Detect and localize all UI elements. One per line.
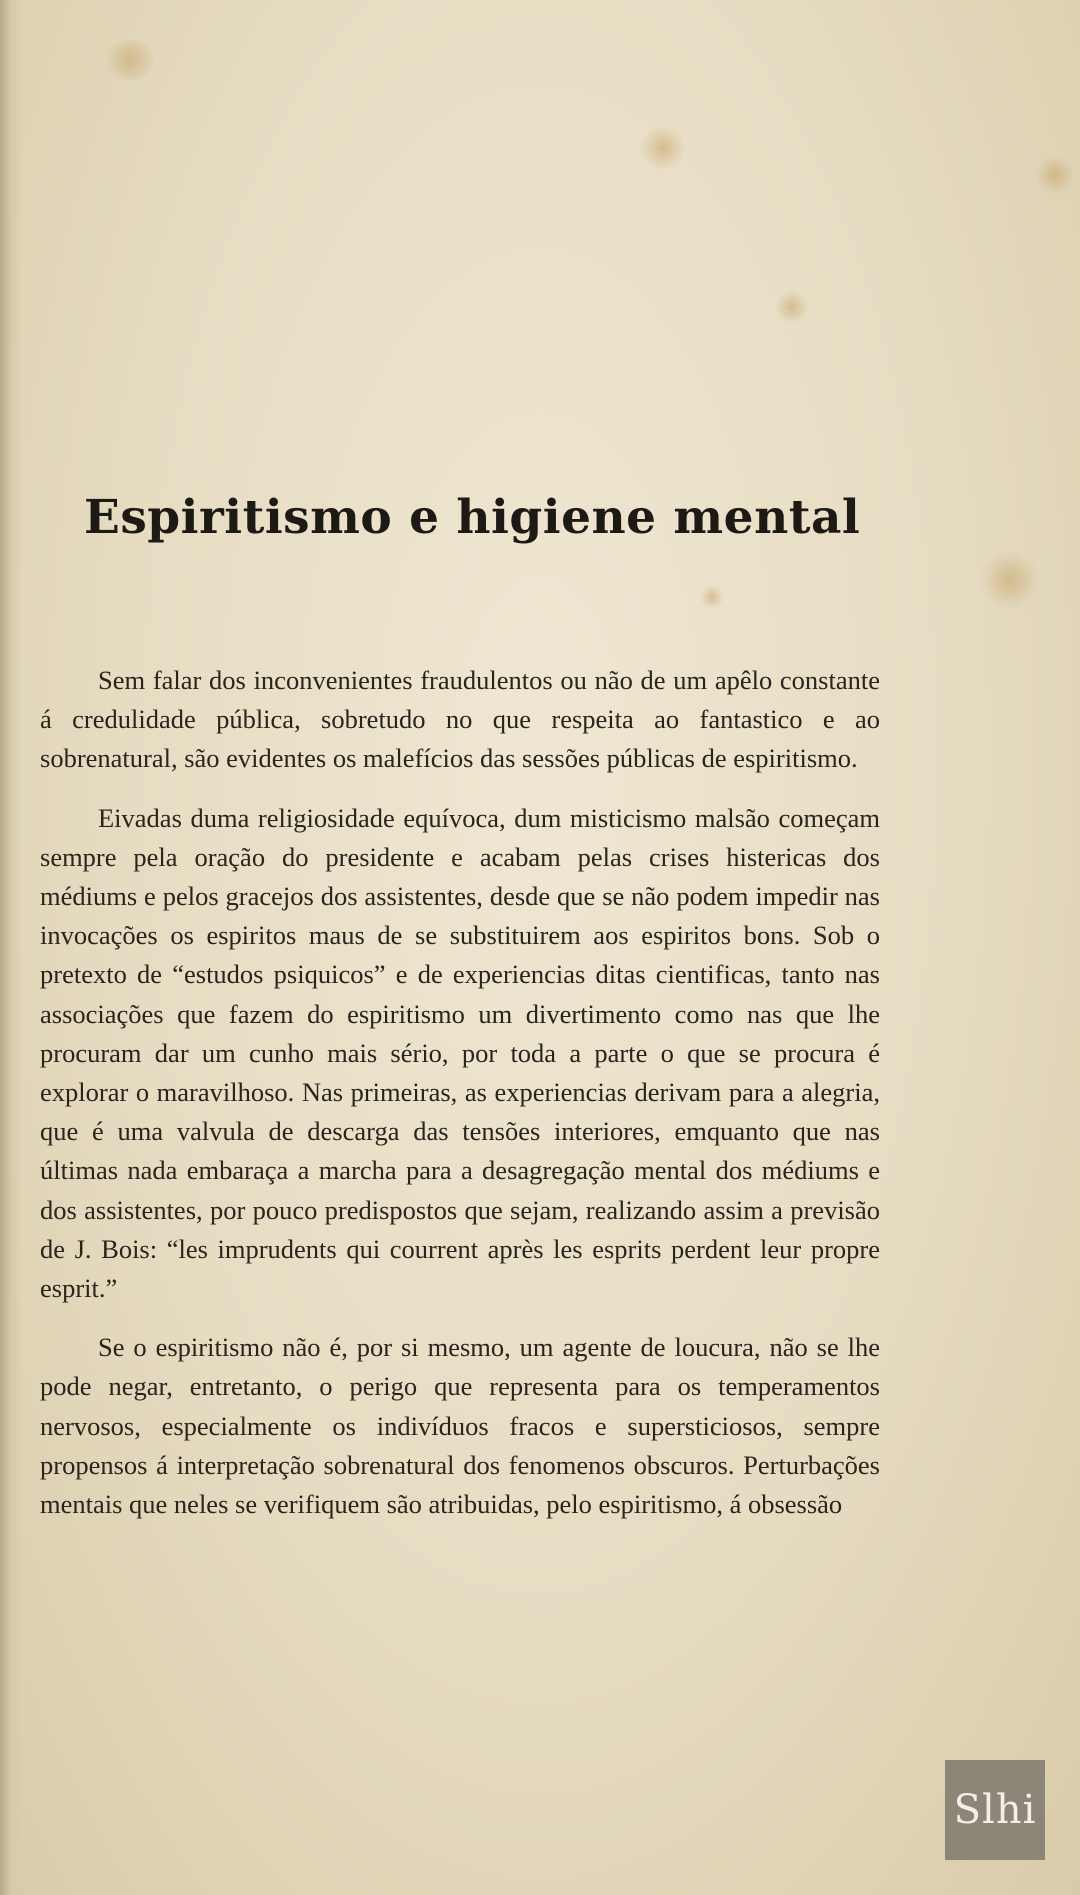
- body-text: [40, 661, 880, 1544]
- paper-stain: [100, 40, 160, 80]
- paragraph: Eivadas duma religiosidade equívoca, dum misticismo malsão começam sempre pela oração do presidente e acabam pelas crises histericas dos médiums e pelos gracejos dos assistentes, desde que se não podem impedir nas invocações os espiritos maus de se substituirem aos espiritos bons. Sob o pretexto de “estudos psiquicos” e de experiencias ditas cientificas, tanto nas associações que fazem do espiritismo um divertimento como nas que lhe procuram dar um cunho mais sério, por toda a parte o que se procura é explorar o maravilhoso. Nas primeiras, as experiencias derivam para a alegria, que é uma valvula de descarga das tensões interiores, emquanto que nas últimas nada embaraça a marcha para a desagregação mental dos médiums e dos assistentes, por pouco predispostos que sejam, realizando assim a previsão de J. Bois: “les imprudents qui courrent après les esprits perdent leur propre esprit.”: [40, 802, 880, 1304]
- paper-stain: [980, 550, 1040, 610]
- paragraph: Se o espiritismo não é, por si mesmo, um agente de loucura, não se lhe pode negar, entretanto, o perigo que representa para os temperamentos nervosos, especialmente os indivíduos fracos e supersticiosos, sempre propensos á interpretação sobrenatural dos fenomenos obscuros. Perturbações mentais que neles se verifiquem são atribuidas, pelo espiritismo, á obsessão: [40, 1332, 880, 1520]
- paper-stain: [775, 290, 809, 324]
- library-logo: Slhi: [945, 1760, 1045, 1860]
- paper-stain: [700, 585, 724, 609]
- paper-stain: [640, 125, 686, 171]
- paper-stain: [1035, 155, 1075, 195]
- paragraph: Sem falar dos inconvenientes fraudulentos ou não de um apêlo constante á credulidade pública, sobretudo no que respeita ao fantastico e ao sobrenatural, são evidentes os malefícios das sessões públicas de espiritismo.: [40, 665, 880, 774]
- page-binding-edge: [0, 0, 22, 1895]
- page-title: Espiritismo e higiene mental: [84, 490, 861, 545]
